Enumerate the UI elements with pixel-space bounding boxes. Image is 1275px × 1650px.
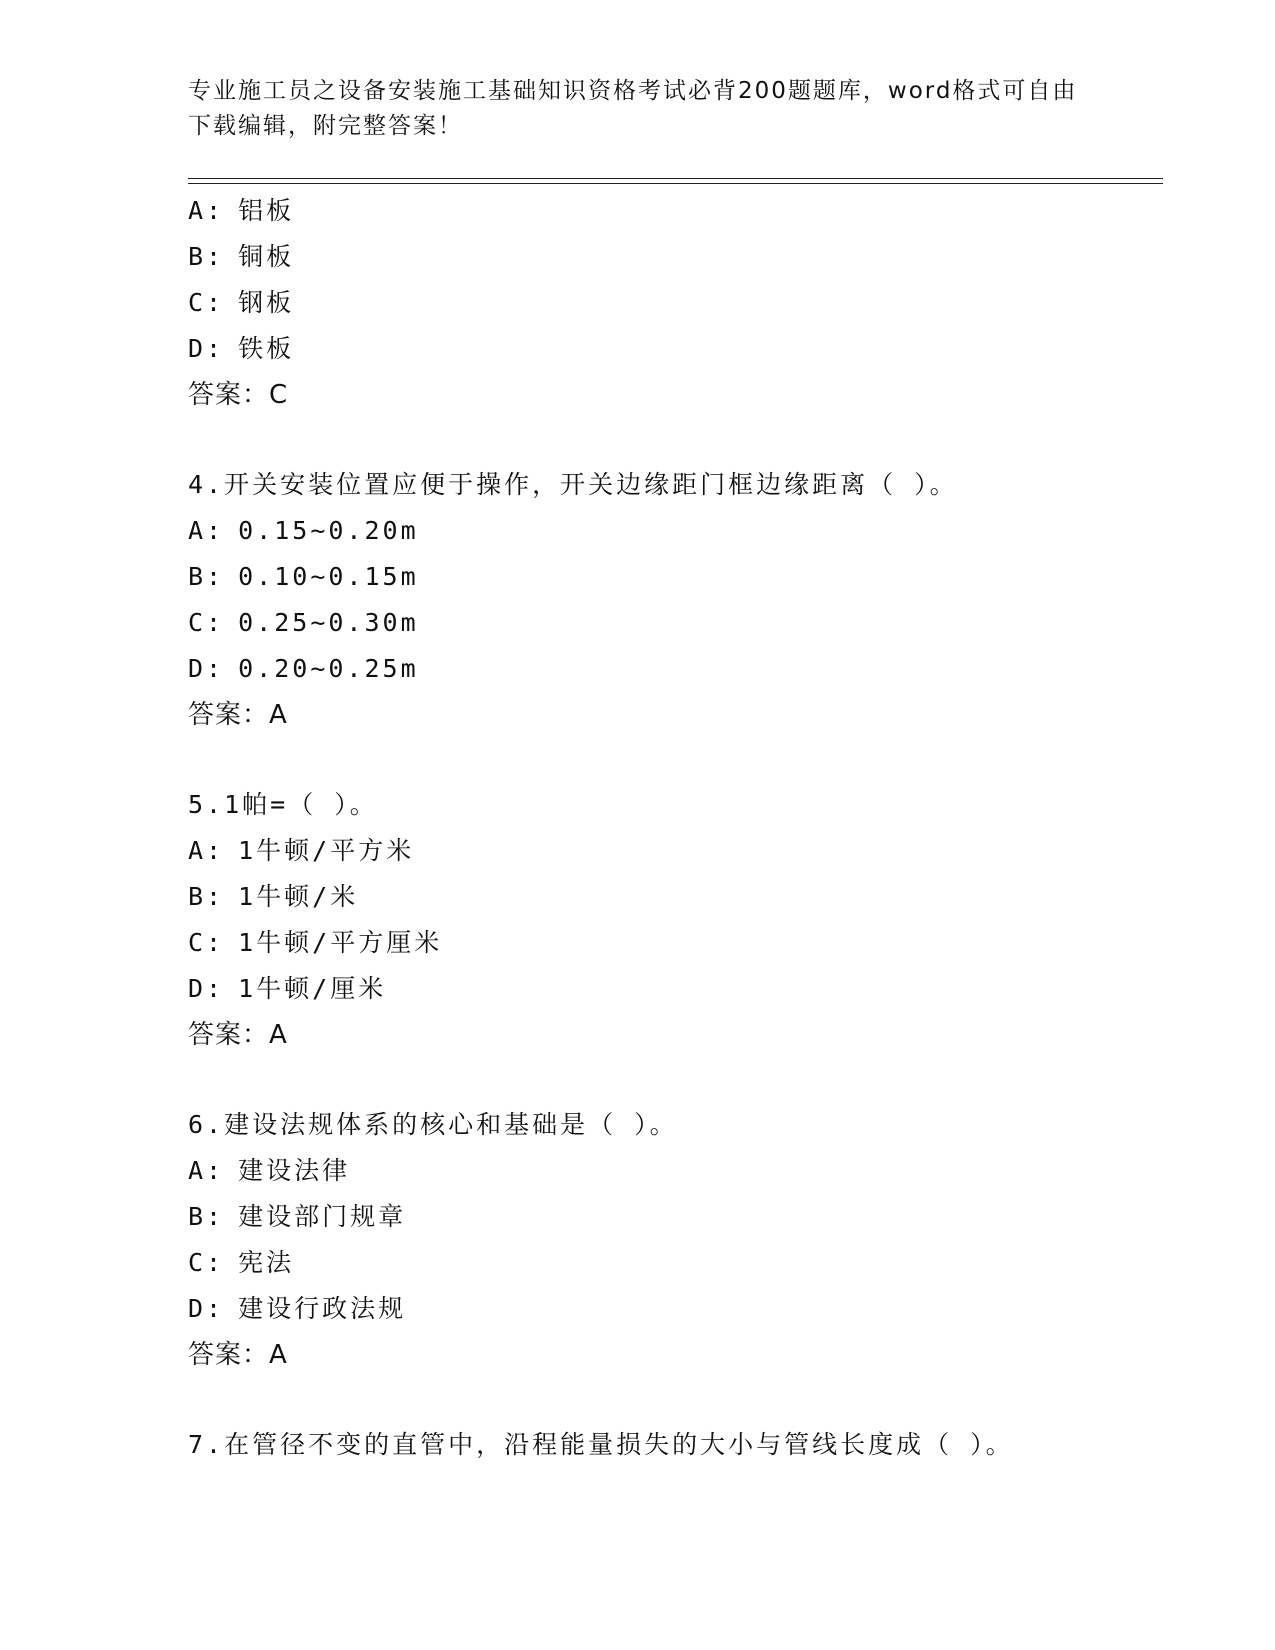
option-d: D: 铁板 (188, 334, 295, 363)
question-stem: 7.在管径不变的直管中，沿程能量损失的大小与管线长度成（ ）。 (188, 1430, 1014, 1459)
question-stem: 5.1帕=（ ）。 (188, 790, 378, 819)
option-b: B: 铜板 (188, 242, 295, 271)
option-c: C: 钢板 (188, 288, 295, 317)
question-6 (188, 1102, 1168, 1378)
header-title-line-2: 下载编辑，附完整答案！ (188, 113, 463, 139)
header-divider-bottom (188, 183, 1163, 184)
option-b: B: 建设部门规章 (188, 1202, 407, 1231)
question-7 (188, 1422, 1168, 1468)
answer-line: 答案：A (188, 700, 288, 730)
option-c: C: 0.25~0.30m (188, 608, 419, 637)
question-3-fragment (188, 188, 1168, 418)
option-b: B: 0.10~0.15m (188, 562, 419, 591)
question-list (188, 188, 1168, 1468)
question-stem: 4.开关安装位置应便于操作，开关边缘距门框边缘距离（ ）。 (188, 470, 958, 499)
option-d: D: 建设行政法规 (188, 1294, 407, 1323)
option-a: A: 0.15~0.20m (188, 516, 419, 545)
option-a: A: 1牛顿/平方米 (188, 836, 415, 865)
document-header (188, 74, 1088, 144)
question-5 (188, 782, 1168, 1058)
header-divider-top (188, 178, 1163, 179)
answer-line: 答案：A (188, 1340, 288, 1370)
answer-line: 答案：A (188, 1020, 288, 1050)
option-c: C: 宪法 (188, 1248, 295, 1277)
option-d: D: 0.20~0.25m (188, 654, 419, 683)
question-stem: 6.建设法规体系的核心和基础是（ ）。 (188, 1110, 678, 1139)
option-c: C: 1牛顿/平方厘米 (188, 928, 443, 957)
option-a: A: 建设法律 (188, 1156, 351, 1185)
option-a: A: 铝板 (188, 196, 295, 225)
header-title-line-1: 专业施工员之设备安装施工基础知识资格考试必背200题题库，word格式可自由 (188, 78, 1078, 104)
question-4 (188, 462, 1168, 738)
answer-line: 答案：C (188, 380, 289, 410)
option-b: B: 1牛顿/米 (188, 882, 359, 911)
option-d: D: 1牛顿/厘米 (188, 974, 387, 1003)
